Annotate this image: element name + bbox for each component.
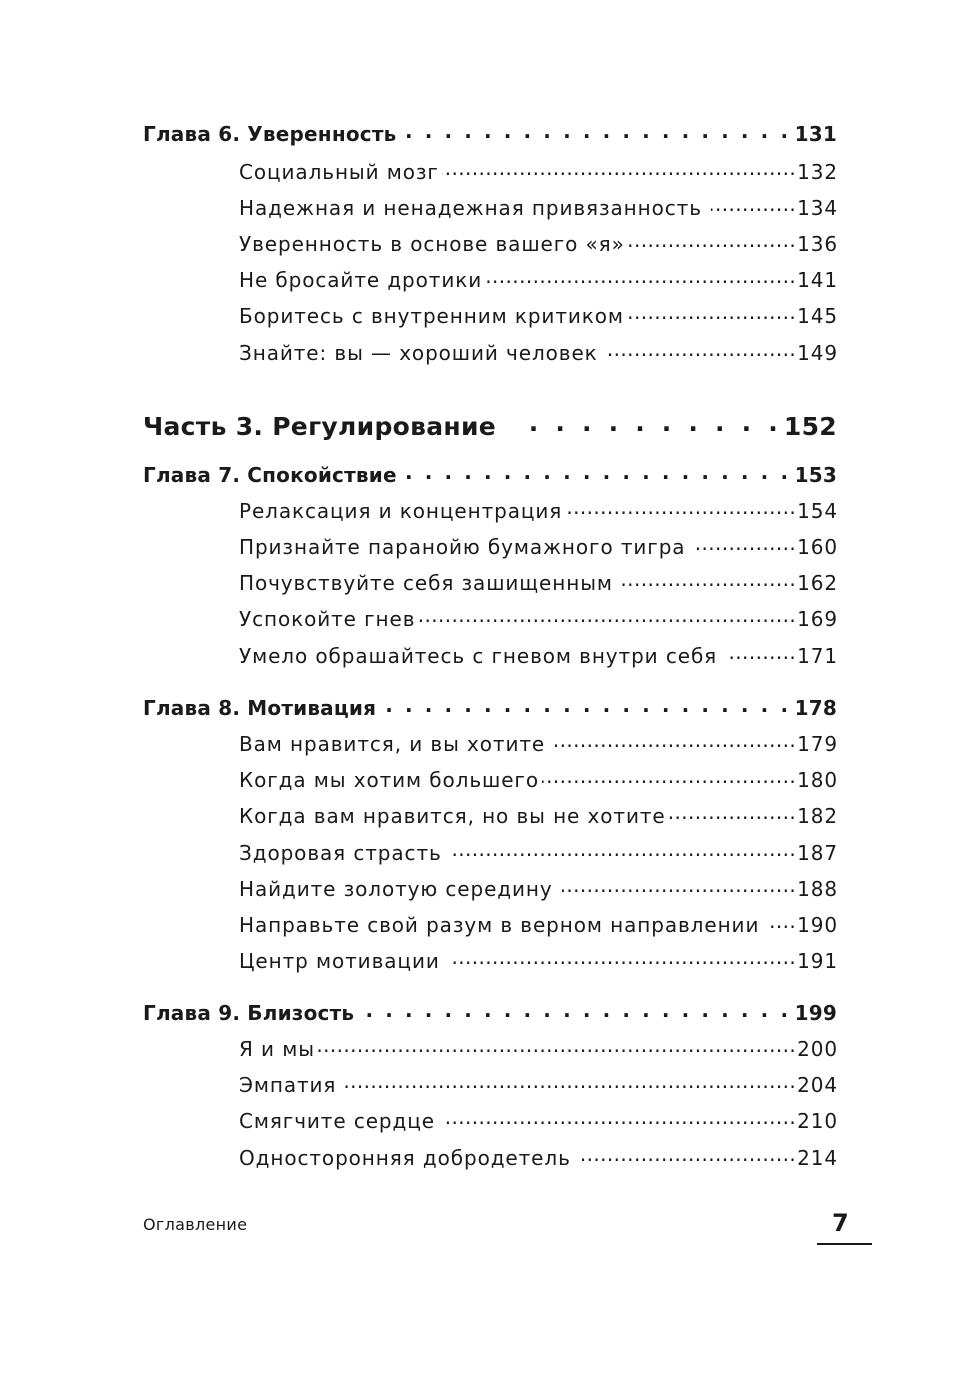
- section-title: Успокойте гнев: [239, 607, 416, 631]
- page-number: 153: [794, 463, 837, 487]
- page-number: 187: [797, 841, 838, 865]
- toc-section[interactable]: [239, 767, 838, 792]
- page-number: 182: [797, 804, 838, 828]
- page-number: 179: [797, 732, 838, 756]
- section-title: Признайте паранойю бумажного тигра: [239, 535, 686, 559]
- page-number: 152: [783, 412, 837, 441]
- dot-leader: [607, 340, 796, 360]
- toc-section[interactable]: [239, 498, 838, 523]
- toc-section[interactable]: [239, 1072, 838, 1097]
- section-title: Когда мы хотим большего: [239, 768, 539, 792]
- toc-section[interactable]: [239, 1036, 838, 1061]
- section-title: Найдите золотую середину: [239, 877, 553, 901]
- toc-section[interactable]: [239, 159, 838, 184]
- chapter-title: Глава 6. Уверенность: [143, 122, 397, 146]
- dot-leader: [542, 767, 796, 787]
- page-number: 141: [797, 268, 838, 292]
- page-number-folio: 7: [832, 1209, 849, 1237]
- section-title: Здоровая страсть: [239, 841, 442, 865]
- dot-leader: [711, 195, 796, 215]
- page-number: 131: [794, 122, 837, 146]
- dot-leader: [345, 1072, 796, 1092]
- dot-leader: [768, 912, 796, 932]
- toc-section[interactable]: [239, 534, 838, 559]
- chapter-title: Глава 8. Мотивация: [143, 696, 377, 720]
- toc-part-3[interactable]: [143, 410, 837, 441]
- dot-leader: [449, 948, 796, 968]
- section-title: Когда вам нравится, но вы не хотите: [239, 804, 666, 828]
- section-title: Уверенность в основе вашего «я»: [239, 232, 625, 256]
- dot-leader: [451, 840, 796, 860]
- page-number: 199: [794, 1001, 837, 1025]
- toc-section[interactable]: [239, 267, 838, 292]
- toc-section[interactable]: [239, 803, 838, 828]
- toc-section[interactable]: [239, 303, 838, 328]
- toc-section[interactable]: [239, 948, 838, 973]
- dot-leader: [510, 410, 782, 435]
- section-title: Направьте свой разум в верном направлении: [239, 913, 760, 937]
- toc-section[interactable]: [239, 606, 838, 631]
- section-title: Надежная и ненадежная привязанность: [239, 196, 702, 220]
- part-title: Часть 3. Регулирование: [143, 412, 497, 441]
- chapter-title: Глава 7. Спокойствие: [143, 463, 397, 487]
- section-title: Вам нравится, и вы хотите: [239, 732, 546, 756]
- dot-leader: [580, 1145, 796, 1165]
- section-title: Эмпатия: [239, 1073, 337, 1097]
- page-number: 132: [797, 160, 838, 184]
- toc-section[interactable]: [239, 643, 838, 668]
- page-number: 149: [797, 341, 838, 365]
- toc-section[interactable]: [239, 840, 838, 865]
- dot-leader: [622, 570, 796, 590]
- dot-leader: [694, 534, 796, 554]
- page-number: 190: [797, 913, 838, 937]
- section-title: Умело обрашайтесь с гневом внутри себя: [239, 644, 718, 668]
- dot-leader: [562, 876, 796, 896]
- dot-leader: [442, 159, 796, 179]
- page-number: 191: [797, 949, 838, 973]
- toc-section[interactable]: [239, 195, 838, 220]
- page-number: 145: [797, 304, 838, 328]
- dot-leader: [627, 303, 796, 323]
- dot-leader: [444, 1108, 796, 1128]
- page-number: 204: [797, 1073, 838, 1097]
- section-title: Социальный мозг: [239, 160, 439, 184]
- page-number: 188: [797, 877, 838, 901]
- toc-chapter-7[interactable]: [143, 462, 837, 487]
- toc-section[interactable]: [239, 570, 838, 595]
- page-number: 169: [797, 607, 838, 631]
- page-number: 210: [797, 1109, 838, 1133]
- section-title: Я и мы: [239, 1037, 315, 1061]
- section-title: Релаксация и концентрация: [239, 499, 563, 523]
- page-number: 214: [797, 1146, 838, 1170]
- chapter-title: Глава 9. Близость: [143, 1001, 355, 1025]
- dot-leader: [407, 462, 791, 482]
- toc-chapter-6[interactable]: [143, 121, 837, 146]
- page-number: 171: [797, 644, 838, 668]
- page-number: 178: [794, 696, 837, 720]
- page-number: 154: [797, 499, 838, 523]
- dot-leader: [406, 121, 790, 141]
- dot-leader: [628, 231, 796, 251]
- toc-section[interactable]: [239, 340, 838, 365]
- toc-section[interactable]: [239, 1108, 838, 1133]
- dot-leader: [726, 643, 796, 663]
- dot-leader: [318, 1036, 796, 1056]
- dot-leader: [364, 1000, 790, 1020]
- running-footer-label: Оглавление: [143, 1215, 248, 1234]
- dot-leader: [485, 267, 796, 287]
- page-number: 134: [797, 196, 838, 220]
- toc-chapter-8[interactable]: [143, 695, 837, 720]
- toc-section[interactable]: [239, 231, 838, 256]
- toc-section[interactable]: [239, 876, 838, 901]
- dot-leader: [565, 498, 796, 518]
- dot-leader: [554, 731, 796, 751]
- toc-section[interactable]: [239, 912, 838, 937]
- toc-chapter-9[interactable]: [143, 1000, 837, 1025]
- section-title: Боритесь с внутренним критиком: [239, 304, 624, 328]
- page-number: 200: [797, 1037, 838, 1061]
- page-number: 180: [797, 768, 838, 792]
- section-title: Знайте: вы — хороший человек: [239, 341, 598, 365]
- toc-section[interactable]: [239, 731, 838, 756]
- dot-leader: [418, 606, 796, 626]
- dot-leader: [669, 803, 797, 823]
- folio-rule: [817, 1243, 872, 1245]
- page-number: 162: [797, 571, 838, 595]
- page-number: 136: [797, 232, 838, 256]
- toc-section[interactable]: [239, 1145, 838, 1170]
- section-title: Не бросайте дротики: [239, 268, 483, 292]
- section-title: Центр мотивации: [239, 949, 440, 973]
- page-number: 160: [797, 535, 838, 559]
- dot-leader: [376, 695, 790, 715]
- section-title: Односторонняя добродетель: [239, 1146, 571, 1170]
- section-title: Смягчите сердце: [239, 1109, 435, 1133]
- section-title: Почувствуйте себя зашищенным: [239, 571, 613, 595]
